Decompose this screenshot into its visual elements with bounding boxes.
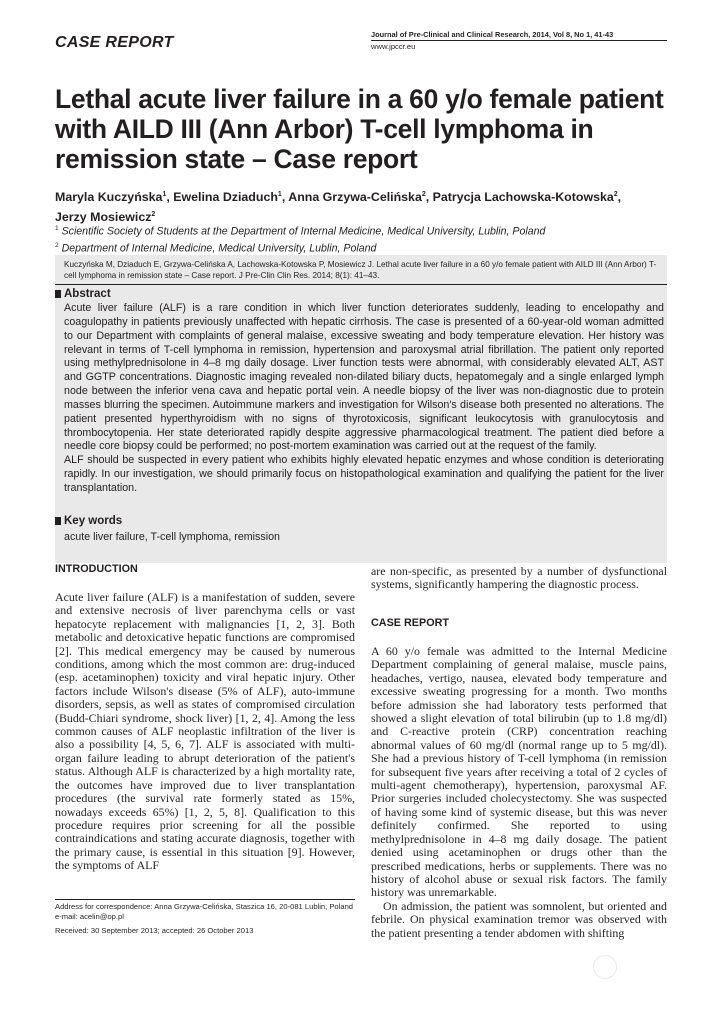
author-separator: , <box>425 190 433 205</box>
keywords-heading-text: Key words <box>64 515 123 527</box>
section-marker-icon <box>55 290 61 298</box>
author: Ewelina Dziaduch <box>173 190 278 205</box>
abstract-paragraph: Acute liver failure (ALF) is a rare condition in which liver function deteriorates suddenly, leading to encelopathy and coagulopathy in patients previously unaffected with hepatic cirrhosis. The case is presented of a 60-year-old woman admitted to our Department with complaints of general malaise, excessive sweating and body temperature elevation. Her history was relevant in terms of T-cell lymphoma in remission, hypertension and paroxysmal atrial fibrillation. The patient only reported using methylprednisolone in 4–8 mg daily dosage. Liver function tests were abnormal, with considerably elevated ALT, AST and GGTP concentrations. Diagnostic imaging revealed non-dilated biliary ducts, hepatomegaly and a single enlarged lymph node between the inferior vena cava and hepatic portal vein. A needle biopsy of the liver was non-diagnostic due to protein masses blurring the specimen. Autoimmune markers and investigation for Wilson's disease both presented no alterations. The patient presented hyperthyroidism with no signs of thyrotoxicosis, significant leukocytosis with granulocytosis and thrombocytopenia. Her state deteriorated rapidly despite aggressive pharmacological treatment. The patient died before a needle core biopsy could be performed; no post-mortem examination was carried out at the request of the family. <box>64 302 664 453</box>
header-divider <box>371 40 667 41</box>
affiliation-mark: 2 <box>55 241 59 249</box>
how-to-cite: Kuczyńska M, Dziaduch E, Grzywa-Celińska A, Lachowska-Kotowska P, Mosiewicz J. Lethal acute liver failure in a 60 y/o female patient with AILD III (Ann Arbor) T-cell lymphoma in remission state – Case report. J Pre-Clin Clin Res. 2014; 8(1): 41–43. <box>64 260 657 280</box>
abstract-paragraph: ALF should be suspected in every patient who exhibits highly elevated hepatic enzymes and whose condition is deteriorating rapidly. In our investigation, we should primarily focus on histopathological examination and qualifying the patient for the liver transplantation. <box>64 454 664 494</box>
case-report-paragraph: A 60 y/o female was admitted to the Internal Medicine Department complaining of general malaise, muscle pains, headaches, vertigo, nausea, elevated body temperature and excessive sweating progressing for a month. Two months before admission she had laboratory tests performed that showed a slight elevation of total bilirubin (up to 1.8 mg/dl) and C-reactive protein (CRP) concentration reaching abnormal values of 60 mg/dl (normal range up to 5 mg/dl). She had a previous history of T-cell lymphoma (in remission for subsequent five years after receiving a total of 2 cycles of multi-agent chemotherapy), hypertension, paroxysmal AF. Prior surgeries included cholecystectomy. She was suspected of having some kind of systemic disease, but this was never definitely confirmed. She reported to using methylprednisolone in 4–8 mg daily dosage. The patient denied using acetaminophen or drugs other than the prescribed medications, herbs or supplements. There was no history of alcohol abuse or sexual risk factors. The family history was unremarkable. <box>371 644 667 900</box>
watermark-icon <box>593 955 617 979</box>
received-dates: Received: 30 September 2013; accepted: 26 October 2013 <box>55 926 254 936</box>
author-separator: , <box>617 190 622 205</box>
abstract-body <box>64 302 664 496</box>
footnote-divider <box>55 899 355 900</box>
correspondence-address: Address for correspondence: Anna Grzywa-Celińska, Staszica 16, 20-081 Lublin, Poland <box>55 902 354 911</box>
introduction-heading: INTRODUCTION <box>55 563 138 575</box>
correspondence-email-link[interactable]: e-mail: acelin@op.pl <box>55 912 124 922</box>
keywords-text: acute liver failure, T-cell lymphoma, remission <box>64 531 281 543</box>
introduction-paragraph: Acute liver failure (ALF) is a manifestation of sudden, severe and extensive necrosis of liver parenchyma cells or vast hepatocyte replacement with malignancies [1, 2, 3]. Both metabolic and detoxicative hepatic functions are compromised [2]. This medical emergency may be caused by numerous conditions, among which the most common are: drug-induced (esp. acetaminophen) toxicity and viral hepatic injury. Other factors include Wilson's disease (5% of ALF), auto-immune disorders, sepsis, as well as states of compromised circulation (Budd-Chiari syndrome, shock liver) [1, 2, 4]. Among the less common causes of ALF neoplastic infiltration of the liver is also a possibility [4, 5, 6, 7]. ALF is associated with multi-organ failure leading to abrupt deterioration of the patient's status. Although ALF is characterized by a high mortality rate, the outcomes have improved due to liver transplantation procedures (the survival rate formerly stated as 15%, nowadays exceeds 65%) [1, 2, 5, 8]. Qualification to this procedure requires prior screening for all the possible contraindications and stating accurate diagnosis, together with the primary cause, is essential in this situation [9]. However, the symptoms of ALF <box>55 590 355 873</box>
case-report-paragraph: On admission, the patient was somnolent, but oriented and febrile. On physical examination tremor was observed with the patient presenting a tender abdomen with shifting <box>371 898 667 940</box>
section-marker-icon <box>55 517 61 525</box>
article-title: Lethal acute liver failure in a 60 y/o female patient with AILD III (Ann Arbor) T-cell lymphoma in remission state – Case report <box>55 84 664 174</box>
case-report-heading: CASE REPORT <box>371 617 449 629</box>
introduction-body <box>55 591 355 873</box>
introduction-continuation <box>371 565 667 592</box>
author-affiliation-mark: 2 <box>613 191 618 198</box>
affiliation-item <box>55 239 675 256</box>
correspondence-footnote <box>55 902 355 937</box>
author: Jerzy Mosiewicz <box>55 210 152 225</box>
affiliation-item <box>55 222 675 239</box>
citation-divider <box>55 284 667 285</box>
author: Patrycja Lachowska-Kotowska <box>432 190 614 205</box>
author-list <box>55 186 675 226</box>
case-report-body <box>371 645 667 940</box>
author-affiliation-mark: 1 <box>162 191 167 198</box>
affiliation-text: Department of Internal Medicine, Medical University, Lublin, Poland <box>61 242 377 255</box>
keywords-heading <box>55 515 122 527</box>
section-label: CASE REPORT <box>55 34 174 51</box>
introduction-paragraph: are non-specific, as presented by a number of dysfunctional systems, significantly hampering the diagnostic process. <box>371 564 667 592</box>
author: Anna Grzywa-Celińska <box>288 190 422 205</box>
author-affiliation-mark: 2 <box>421 191 426 198</box>
author-affiliation-mark: 2 <box>151 211 156 219</box>
journal-website-link[interactable]: www.jpccr.eu <box>371 42 416 51</box>
author: Maryla Kuczyńska <box>55 190 163 205</box>
affiliation-mark: 1 <box>55 225 59 232</box>
author-affiliation-mark: 1 <box>277 191 282 198</box>
affiliation-text: Scientific Society of Students at the Department of Internal Medicine, Medical University, Lublin, Poland <box>61 225 546 238</box>
abstract-heading <box>55 288 111 300</box>
author-separator: , <box>166 190 174 205</box>
abstract-heading-text: Abstract <box>64 288 111 300</box>
journal-citation: Journal of Pre-Clinical and Clinical Research, 2014, Vol 8, No 1, 41-43 <box>371 30 614 39</box>
affiliations <box>55 222 675 255</box>
author-separator: , <box>281 190 289 205</box>
